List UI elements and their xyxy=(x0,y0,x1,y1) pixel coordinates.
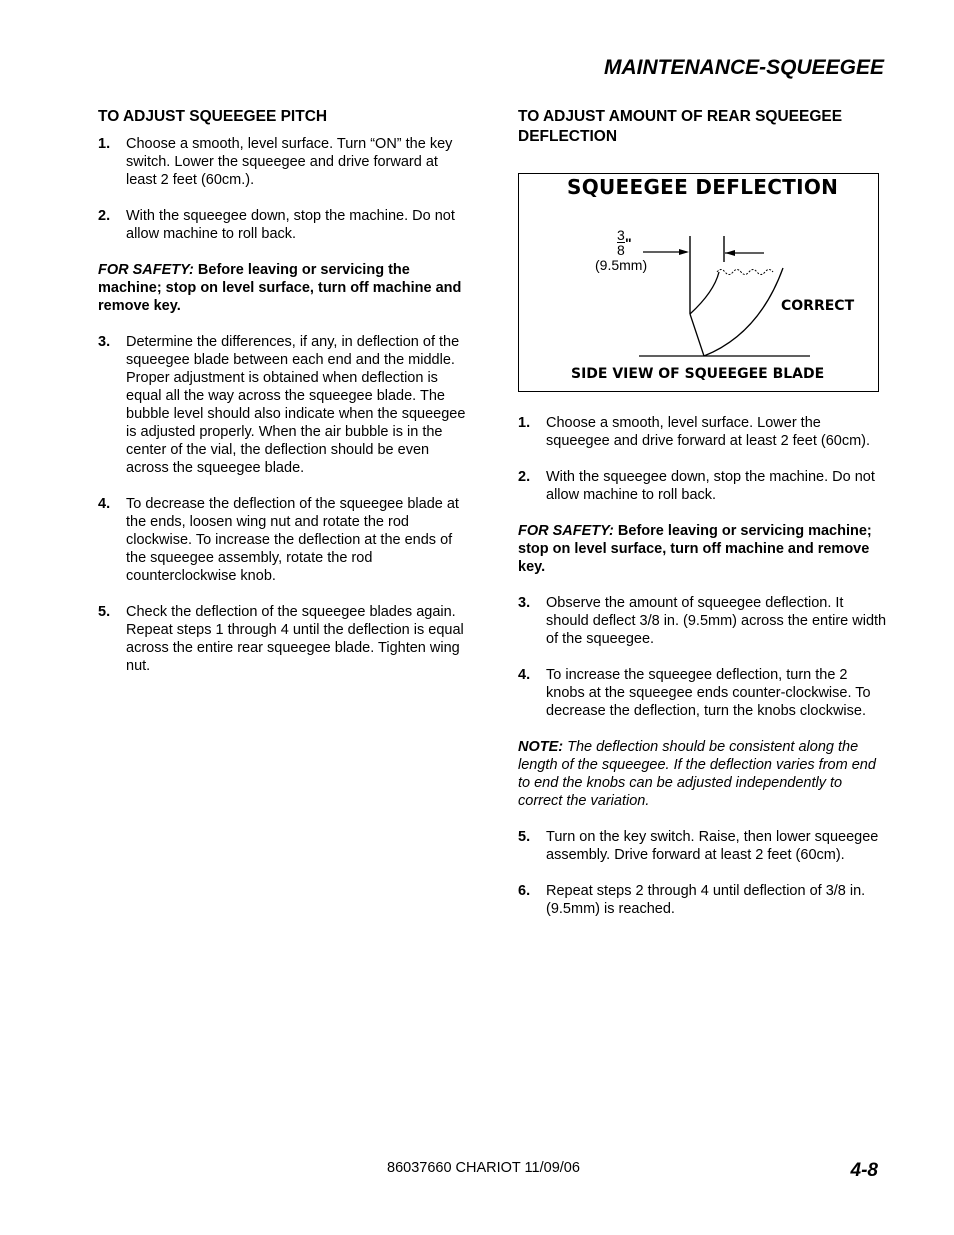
list-item xyxy=(98,207,468,243)
step-number: 1. xyxy=(98,136,111,152)
step-text: Choose a smooth, level surface. Lower the squeegee and drive forward at least 2 feet (60cm). xyxy=(546,415,871,449)
note-text xyxy=(518,738,888,810)
safety-text: Before leaving or servicing the machine; stop on level surface, turn off machine and remove key. xyxy=(98,262,462,314)
step-number: 4. xyxy=(518,667,531,683)
blade-tip xyxy=(690,314,704,356)
list-item xyxy=(518,882,888,918)
step-text: With the squeegee down, stop the machine. Do not allow machine to roll back. xyxy=(126,208,455,242)
step-number: 1. xyxy=(518,415,531,431)
safety-lead: FOR SAFETY: xyxy=(518,523,614,539)
fraction-numerator: 3 xyxy=(617,227,625,243)
section-heading-deflection: TO ADJUST AMOUNT OF REAR SQUEEGEE DEFLECTION xyxy=(518,108,843,145)
list-item xyxy=(518,828,888,864)
dimension-arrow-right xyxy=(725,250,735,256)
safety-text: Before leaving or servicing machine; stop on level surface, turn off machine and remove key. xyxy=(518,523,872,575)
section-heading-pitch: TO ADJUST SQUEEGEE PITCH xyxy=(98,108,328,125)
list-item xyxy=(518,468,888,504)
list-item xyxy=(518,666,888,720)
right-column xyxy=(518,107,888,918)
figure-title: SQUEEGEE DEFLECTION xyxy=(567,175,839,199)
note-lead: NOTE: xyxy=(518,739,564,755)
safety-warning xyxy=(518,522,888,576)
list-item xyxy=(98,333,468,477)
blade-curve-inner xyxy=(690,272,719,314)
safety-lead: FOR SAFETY: xyxy=(98,262,194,278)
step-number: 5. xyxy=(98,604,111,620)
correct-label: CORRECT xyxy=(781,298,855,314)
left-column xyxy=(98,107,468,675)
step-number: 2. xyxy=(518,469,531,485)
squeegee-blade-diagram xyxy=(519,174,880,393)
step-text: Choose a smooth, level surface. Turn “ON” the key switch. Lower the squeegee and drive forward at least 2 feet (60cm.). xyxy=(126,136,453,188)
step-text: Determine the differences, if any, in deflection of the squeegee blade between each end and the middle. Proper adjustment is obtained when deflection is equal all the way across the squeegee blade. The bubble level should also indicate when the squeegee is adjusted properly. When the air bubble is in the center of the vial, the deflection should be even across the squeegee blade. xyxy=(126,334,466,476)
list-item xyxy=(98,603,468,675)
fraction-denominator: 8 xyxy=(617,242,625,258)
figure-caption: SIDE VIEW OF SQUEEGEE BLADE xyxy=(571,366,825,382)
step-number: 3. xyxy=(518,595,531,611)
step-number: 5. xyxy=(518,829,531,845)
step-text: To increase the squeegee deflection, turn the 2 knobs at the squeegee ends counter-clockwise. To decrease the deflection, turn the knobs clockwise. xyxy=(546,667,871,719)
dimension-arrow-left xyxy=(679,249,689,255)
step-text: Repeat steps 2 through 4 until deflection of 3/8 in. (9.5mm) is reached. xyxy=(546,883,866,917)
squeegee-deflection-figure xyxy=(518,173,879,392)
note-body: The deflection should be consistent along the length of the squeegee. If the deflection varies from end to end the knobs can be adjusted independently to correct the variation. xyxy=(518,739,876,809)
step-number: 6. xyxy=(518,883,531,899)
list-item xyxy=(518,414,888,450)
page-title: MAINTENANCE-SQUEEGEE xyxy=(603,56,884,79)
document-footer: 86037660 CHARIOT 11/09/06 xyxy=(387,1160,580,1176)
step-text: Observe the amount of squeegee deflection. It should deflect 3/8 in. (9.5mm) across the entire width of the squeegee. xyxy=(546,595,887,647)
step-number: 2. xyxy=(98,208,111,224)
step-text: Check the deflection of the squeegee blades again. Repeat steps 1 through 4 until the deflection is equal across the entire rear squeegee blade. Tighten wing nut. xyxy=(126,604,464,674)
inch-mark: " xyxy=(625,235,632,251)
step-text: With the squeegee down, stop the machine. Do not allow machine to roll back. xyxy=(546,469,875,503)
dimension-mm: (9.5mm) xyxy=(595,257,648,273)
page-number: 4-8 xyxy=(850,1160,878,1181)
safety-warning xyxy=(98,261,468,315)
step-text: To decrease the deflection of the squeegee blade at the ends, loosen wing nut and rotate the rod clockwise. To increase the deflection at the ends of the squeegee assembly, rotate the rod counterclockwise knob. xyxy=(126,496,459,584)
list-item xyxy=(518,594,888,648)
fraction-dimension xyxy=(617,228,625,257)
step-number: 4. xyxy=(98,496,111,512)
list-item xyxy=(98,495,468,585)
step-text: Turn on the key switch. Raise, then lower squeegee assembly. Drive forward at least 2 feet (60cm). xyxy=(546,829,879,863)
blade-top-edge xyxy=(717,270,773,275)
list-item xyxy=(98,135,468,189)
step-number: 3. xyxy=(98,334,111,350)
